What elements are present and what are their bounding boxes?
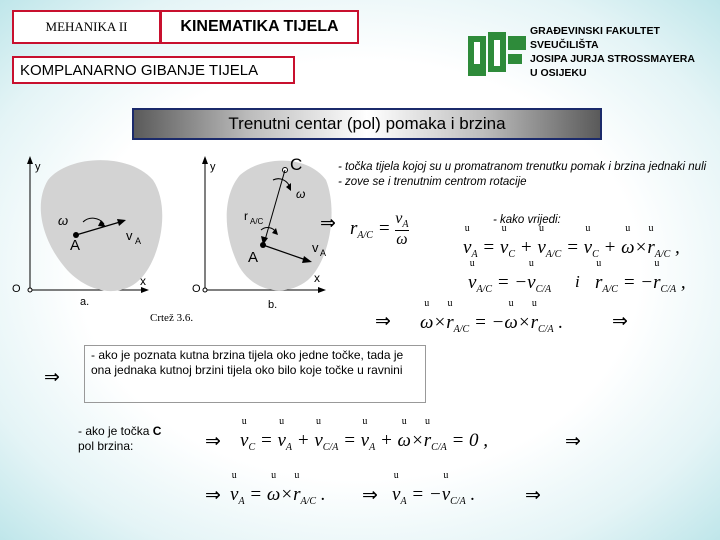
fig-a-label: a.	[80, 296, 90, 308]
fig-a-x-axis: x	[140, 274, 146, 288]
fig-b-x-axis: x	[314, 271, 320, 285]
fig-b-radius-sub: A/C	[250, 217, 264, 226]
fig-b-origin: O	[192, 283, 201, 295]
figure-caption: Crtež 3.6.	[150, 312, 194, 324]
fig-b-velocity-sub: A	[320, 248, 327, 258]
implies-symbol: ⇒	[525, 484, 541, 506]
fig-a-velocity-sub: A	[135, 236, 142, 246]
formula-omega-cross: u ω×u $r_{A/C} = -u$ ω×u $r_{C/A}$ .	[420, 312, 563, 335]
faculty-name-line: U OSIJEKU	[530, 67, 587, 79]
implies-symbol: ⇒	[565, 430, 581, 452]
pole-note-point: C	[152, 424, 162, 438]
implies-symbol: ⇒	[205, 430, 221, 452]
formula-r-ac: $r_{A/C}$ = $\frac{v_A}{\omega}$	[350, 210, 409, 248]
implies-symbol: ⇒	[44, 366, 60, 388]
and-word: i	[575, 272, 580, 291]
implies-symbol: ⇒	[205, 484, 221, 506]
fig-b-label: b.	[268, 299, 278, 311]
faculty-name-line: SVEUČILIŠTA	[530, 39, 599, 51]
implies-symbol: ⇒	[320, 212, 336, 234]
implies-symbol: ⇒	[375, 310, 391, 332]
fig-b-y-axis: y	[210, 161, 216, 173]
formula-antisymmetry: u $v_{A/C} = -u$ $v_{C/A}$	[468, 272, 551, 295]
course-label: MEHANIKA II	[12, 10, 161, 44]
pole-definition-note: - točka tijela kojoj su u promatranom trenutku pomak i brzina jednaki nuli - zove se i trenutnim centrom rotacije	[338, 161, 707, 188]
formula-r-antisymmetry: u $r_{A/C} = -u$ $r_{C/A}$ ,	[595, 272, 686, 295]
fig-b-pole-label: C	[290, 155, 303, 174]
fig-a-point-label: A	[70, 237, 81, 254]
formula-va-vca: u $v_A = -u$ $v_{C/A}$ .	[392, 484, 475, 507]
slide-title: Trenutni centar (pol) pomaka i brzina	[132, 108, 602, 140]
fig-a-velocity: v	[126, 228, 133, 243]
pole-note-prefix: - ako je točka	[78, 424, 153, 438]
faculty-name	[530, 24, 695, 80]
fig-b-omega: ω	[296, 187, 306, 201]
faculty-logo-icon	[468, 32, 528, 78]
faculty-name-line: JOSIPA JURJA STROSSMAYERA	[530, 53, 695, 65]
formula-pole-velocity: u $v_C = u$ $v_A + u$ $v_{C/A} = u$ $v_A + u$ ω×u $r_{C/A} = 0$ ,	[240, 430, 488, 453]
implies-symbol: ⇒	[362, 484, 378, 506]
subtopic-label: KOMPLANARNO GIBANJE TIJELA	[12, 56, 295, 84]
faculty-name-line: GRAĐEVINSKI FAKULTET	[530, 25, 660, 37]
implies-symbol: ⇒	[612, 310, 628, 332]
faculty-logo	[466, 18, 716, 82]
topic-label: KINEMATIKA TIJELA	[160, 10, 359, 44]
kinematics-figure	[8, 150, 340, 335]
fig-b-velocity: v	[312, 240, 319, 255]
formula-va-omega: u $v_A = u$ ω×u $r_{A/C}$ .	[230, 484, 326, 507]
angular-velocity-note: - ako je poznata kutna brzina tijela oko jedne točke, tada je ona jednaka kutnoj brzini tijela oko bilo koje točke u ravnini	[84, 345, 426, 403]
fig-b-point-label: A	[248, 249, 259, 266]
pole-note	[78, 424, 161, 454]
formula-velocity-relation: u $v_A = u$ $v_C + u$ $v_{A/C} = u$ $v_C + u$ ω×u $r_{A/C}$ ,	[463, 237, 680, 260]
pole-note-suffix: pol brzina:	[78, 439, 134, 453]
fig-a-y-axis: y	[35, 161, 41, 173]
fig-a-origin: O	[12, 283, 21, 295]
fig-b-radius: r	[244, 209, 248, 223]
kako-vrijedi-note: - kako vrijedi:	[493, 214, 561, 226]
fig-a-omega: ω	[58, 213, 69, 228]
